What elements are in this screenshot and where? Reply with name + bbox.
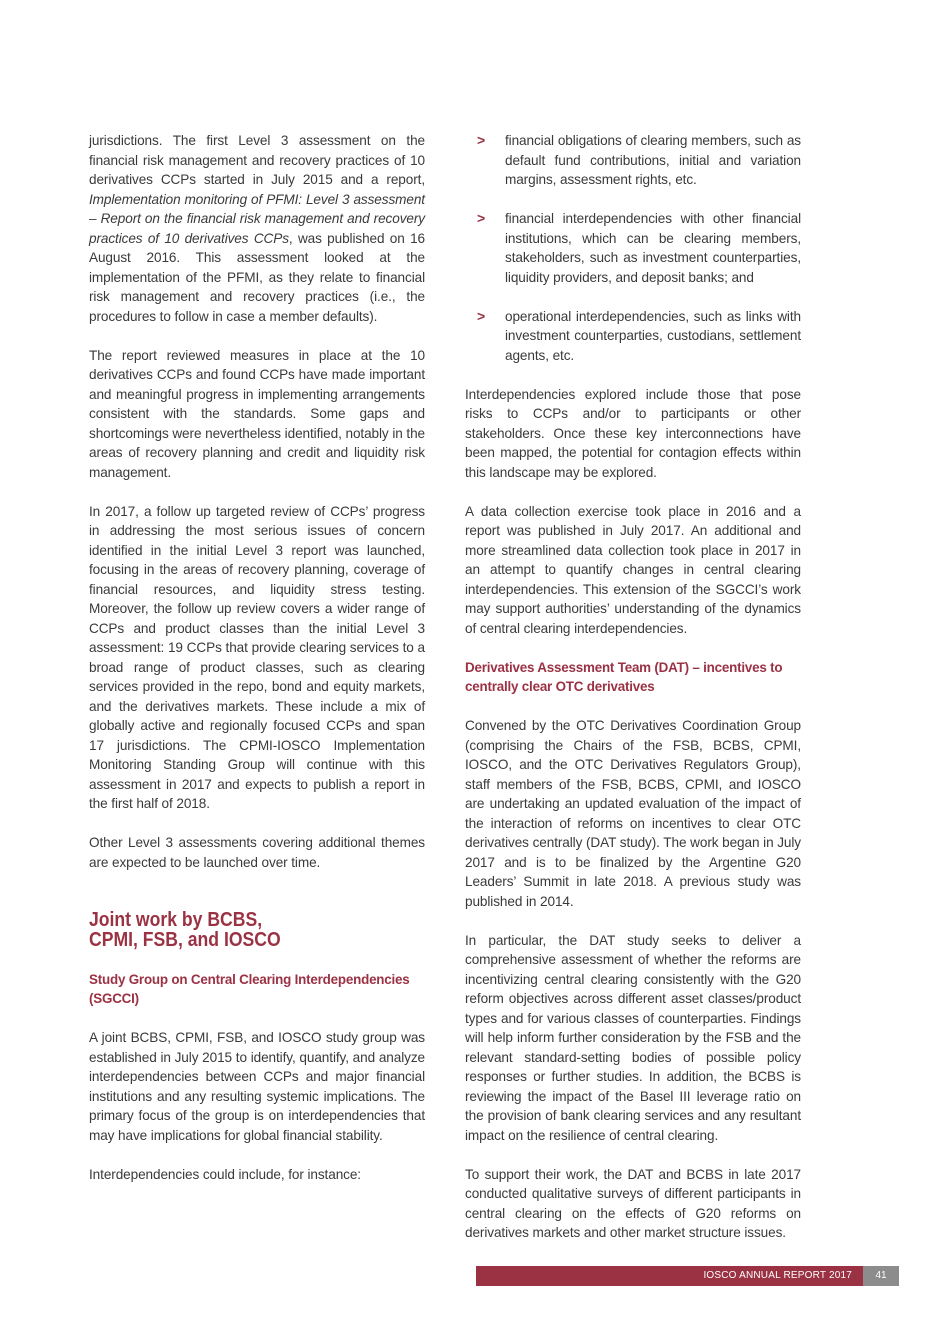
footer-report-title: IOSCO ANNUAL REPORT 2017 [476,1266,863,1286]
list-item [465,209,801,287]
right-column [465,131,801,1262]
page-footer [476,1266,899,1286]
section-heading-line-1: Joint work by BCBS, [89,909,263,931]
paragraph-level3-assessment [89,131,425,326]
left-column [89,131,425,1204]
paragraph-interdependencies-explored: Interdependencies explored include those that pose risks to CCPs and/or to participants or other stakeholders. Once these key interconnections have been mapped, the potential for contagion effects within this landscape may be explored. [465,386,801,480]
list-item-text: operational interdependencies, such as links with investment counterparties, custodians, settlement agents, etc. [505,308,801,363]
page-number: 41 [863,1266,899,1286]
chevron-right-icon: > [477,132,486,148]
paragraph-dat-particular: In particular, the DAT study seeks to deliver a comprehensive assessment of whether the reforms are incentivizing central clearing consistently with the G20 reform objectives across different asset classes/product types and for various classes of counterparties. Findings will help inform further consideration by the FSB and the relevant standard-setting bodies of possible policy responses or further studies. In addition, the BCBS is reviewing the impact of the Basel III leverage ratio on the provision of bank clearing services and any resultant impact on the resilience of central clearing. [465,932,801,1143]
paragraph-other-assessments: Other Level 3 assessments covering additional themes are expected to be launched over time. [89,835,425,870]
chevron-right-icon: > [477,307,486,324]
list-item [465,131,801,190]
paragraph-data-collection: A data collection exercise took place in 2016 and a report was published in July 2017. An additional and more streamlined data collection took place in 2017 in an attempt to quantify changes in central clearing interdependencies. This extension of the SGCCI’s work may support authorities’ understanding of the dynamics of central clearing interdependencies. [465,503,801,636]
section-heading-line-2: CPMI, FSB, and IOSCO [89,928,281,951]
sub-heading-dat: Derivatives Assessment Team (DAT) – incentives to centrally clear OTC derivatives [465,659,783,694]
paragraph-dat-convened: Convened by the OTC Derivatives Coordination Group (comprising the Chairs of the FSB, BCBS, CPMI, IOSCO, and the OTC Derivatives Regulators Group), staff members of the FSB, BCBS, CPMI, and IOSCO are undertaking an updated evaluation of the impact of the interaction of reforms on incentives to clear OTC derivatives centrally (DAT study). The work began in July 2017 and is to be finalized by the Argentine G20 Leaders’ Summit in late 2018. A previous study was published in 2014. [465,718,801,909]
list-item [465,307,801,366]
paragraph-text: , was published on 16 August 2016. This assessment looked at the implementation of the PFMI, as they relate to financial risk management and recovery practices (i.e., the procedures to follow in case a member defaults). [89,230,425,324]
bullet-list [465,131,801,365]
list-item-text: financial interdependencies with other financial institutions, which can be clearing members, stakeholders, such as investment counterparties, liquidity providers, and deposit banks; and [505,211,801,285]
paragraph-text: jurisdictions. The first Level 3 assessment on the financial risk management and recovery practices of 10 derivatives CCPs started in July 2015 and a report, [89,133,425,187]
report-title-italic: Implementation monitoring of PFMI: Level 3 assessment – Report on the financial risk management and recovery practices of 10 derivatives CCPs [89,191,425,246]
paragraph-dat-surveys: To support their work, the DAT and BCBS in late 2017 conducted qualitative surveys of different participants in central clearing on the effects of G20 reforms on derivatives markets and other market structure issues. [465,1166,801,1240]
paragraph-report-reviewed: The report reviewed measures in place at the 10 derivatives CCPs and found CCPs have made important and meaningful progress in implementing arrangements consistent with the standards. Some gaps and shortcomings were nevertheless identified, notably in the areas of recovery planning and credit and liquidity risk management. [89,347,425,480]
sub-heading-sgcci: Study Group on Central Clearing Interdependencies (SGCCI) [89,971,410,1006]
section-heading [89,911,385,950]
chevron-right-icon: > [477,210,486,226]
list-item-text: financial obligations of clearing members, such as default fund contributions, initial and variation margins, assessment rights, etc. [505,133,801,187]
paragraph-interdependencies-intro: Interdependencies could include, for instance: [89,1166,361,1182]
paragraph-follow-up-review: In 2017, a follow up targeted review of CCPs’ progress in addressing the most serious issues of concern identified in the initial Level 3 report was launched, focusing in the areas of recovery planning, coverage of financial resources, and liquidity stress testing. Moreover, the follow up review covers a wider range of CCPs and product classes than the initial Level 3 assessment: 19 CCPs that provide clearing services to a broad range of product classes, such as clearing services provided in the repo, bond and equity markets, and the derivatives markets. These include a mix of globally active and regionally focused CCPs and span 17 jurisdictions. The CPMI-IOSCO Implementation Monitoring Standing Group will continue with this assessment in 2017 and expects to publish a report in the first half of 2018. [89,503,425,811]
paragraph-study-group: A joint BCBS, CPMI, FSB, and IOSCO study group was established in July 2015 to identify, quantify, and analyze interdependencies between CCPs and major financial institutions and any resulting systemic implications. The primary focus of the group is on interdependencies that may have implications for global financial stability. [89,1030,425,1143]
